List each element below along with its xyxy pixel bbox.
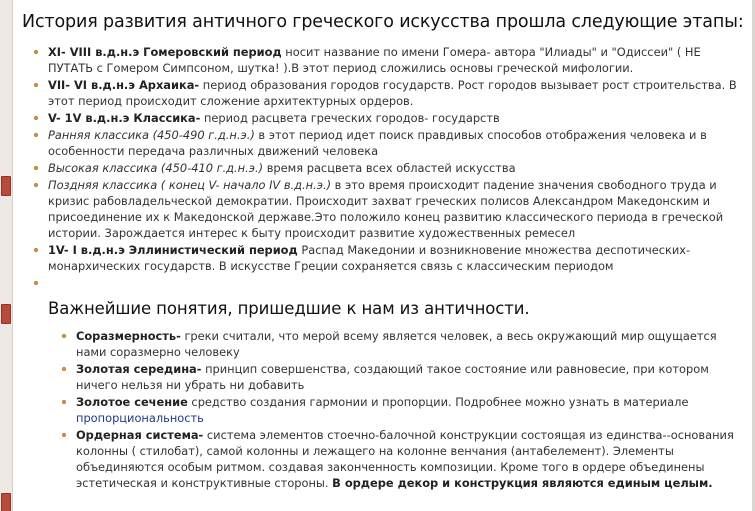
concept-text: система элементов стоечно-балочной конструкции состоящая из единства--основания колонны ( стилобат), самой колонны и лежащего на колонне венчания (антабелемент). Элементы объединяются особым ритмом. создавая законченность композиции. Кроме того в ордере объединены эстетическая и конструктивные стороны. <box>76 428 734 490</box>
period-text: в это время происходит падение значения свободного труда и кризис рабовладельческой демократии. Происходит захват греческих полисов Александром Македонским и присоединение их к Македонской державе.Это положило конец развитию классического периода в греческой истории. Зарождается интерес к быту происходит развитие художественных ремесел <box>48 178 724 240</box>
article-content <box>22 12 744 492</box>
period-head: V- 1V в.д.н.э Классика- <box>48 111 201 125</box>
rail-marker <box>1 304 11 324</box>
list-item <box>22 110 744 126</box>
bullet-icon <box>34 116 38 120</box>
period-text: Распад Македонии и возникновение множества деспотических-монархических государств. В искусстве Греции сохраняется связь с классическим периодом <box>48 243 691 273</box>
period-text: период расцвета греческих городов- государств <box>200 111 500 125</box>
rail-marker <box>1 176 11 196</box>
bullet-icon <box>62 367 66 371</box>
bullet-icon <box>34 248 38 252</box>
list-item <box>22 44 744 76</box>
period-text: время расцвета всех областей искусства <box>263 161 516 175</box>
section-subtitle: Важнейшие понятия, пришедшие к нам из античности. <box>48 299 530 318</box>
concept-text: принцип совершенства, создающий такое состояние или равновесие, при котором ничего нельзя ни убрать ни добавить <box>76 362 709 392</box>
proportion-link[interactable]: пропорциональность <box>76 411 204 425</box>
list-item <box>22 328 744 360</box>
period-head: VII- VI в.д.н.э Архаика- <box>48 78 200 92</box>
period-head: XI- VIII в.д.н.э Гомеровский период <box>48 45 282 59</box>
concept-text: греки считали, что мерой всему является человек, а весь окружающий мир ощущается нами соразмерно человеку <box>76 329 717 359</box>
left-sidebar-rail <box>0 0 13 511</box>
list-item <box>22 160 744 176</box>
period-text: период образования городов государств. Рост городов вызывает рост строительства. В этот период происходит сложение архитектурных ордеров. <box>48 78 737 108</box>
bullet-icon <box>34 50 38 54</box>
period-text: носит название по имени Гомера- автора "Илиады" и "Одиссеи" ( НЕ ПУТАТЬ с Гомером Симпсоном, шутка! ).В этот период сложились основы греческой мифологии. <box>48 45 701 75</box>
period-text: в этот период идет поиск правдивых способов отображения человека и в особенности передача различных движений человека <box>48 128 707 158</box>
period-head: Высокая классика (450-410 г.д.н.э.) <box>48 161 264 175</box>
bullet-icon <box>62 400 66 404</box>
list-item <box>22 177 744 241</box>
list-item <box>22 394 744 426</box>
concept-tail: В ордере декор и конструкция являются единым целым. <box>332 476 713 490</box>
list-item-empty <box>22 275 744 291</box>
list-item <box>22 77 744 109</box>
concept-head: Золотая середина- <box>76 362 202 376</box>
period-head: 1V- I в.д.н.э Эллинистический период <box>48 243 298 257</box>
bullet-icon <box>62 433 66 437</box>
rail-marker <box>1 493 11 511</box>
concept-head: Соразмерность- <box>76 329 181 343</box>
bullet-icon <box>34 281 38 285</box>
list-item <box>22 127 744 159</box>
periods-list <box>22 44 744 291</box>
concept-text: средство создания гармонии и пропорции. Подробнее можно узнать в материале <box>187 395 689 409</box>
bullet-icon <box>34 133 38 137</box>
bullet-icon <box>34 183 38 187</box>
list-item <box>22 242 744 274</box>
bullet-icon <box>34 83 38 87</box>
list-item <box>22 427 744 491</box>
concept-head: Золотое сечение <box>76 395 188 409</box>
period-head: Ранняя классика (450-490 г.д.н.э.) <box>48 128 255 142</box>
period-head: Поздняя классика ( конец V- начало IV в.д.н.э.) <box>48 178 332 192</box>
bullet-icon <box>34 166 38 170</box>
page-title: История развития античного греческого искусства прошла следующие этапы: <box>22 12 744 32</box>
bullet-icon <box>62 334 66 338</box>
list-item <box>22 361 744 393</box>
concept-head: Ордерная система- <box>76 428 204 442</box>
concepts-list <box>22 328 744 491</box>
